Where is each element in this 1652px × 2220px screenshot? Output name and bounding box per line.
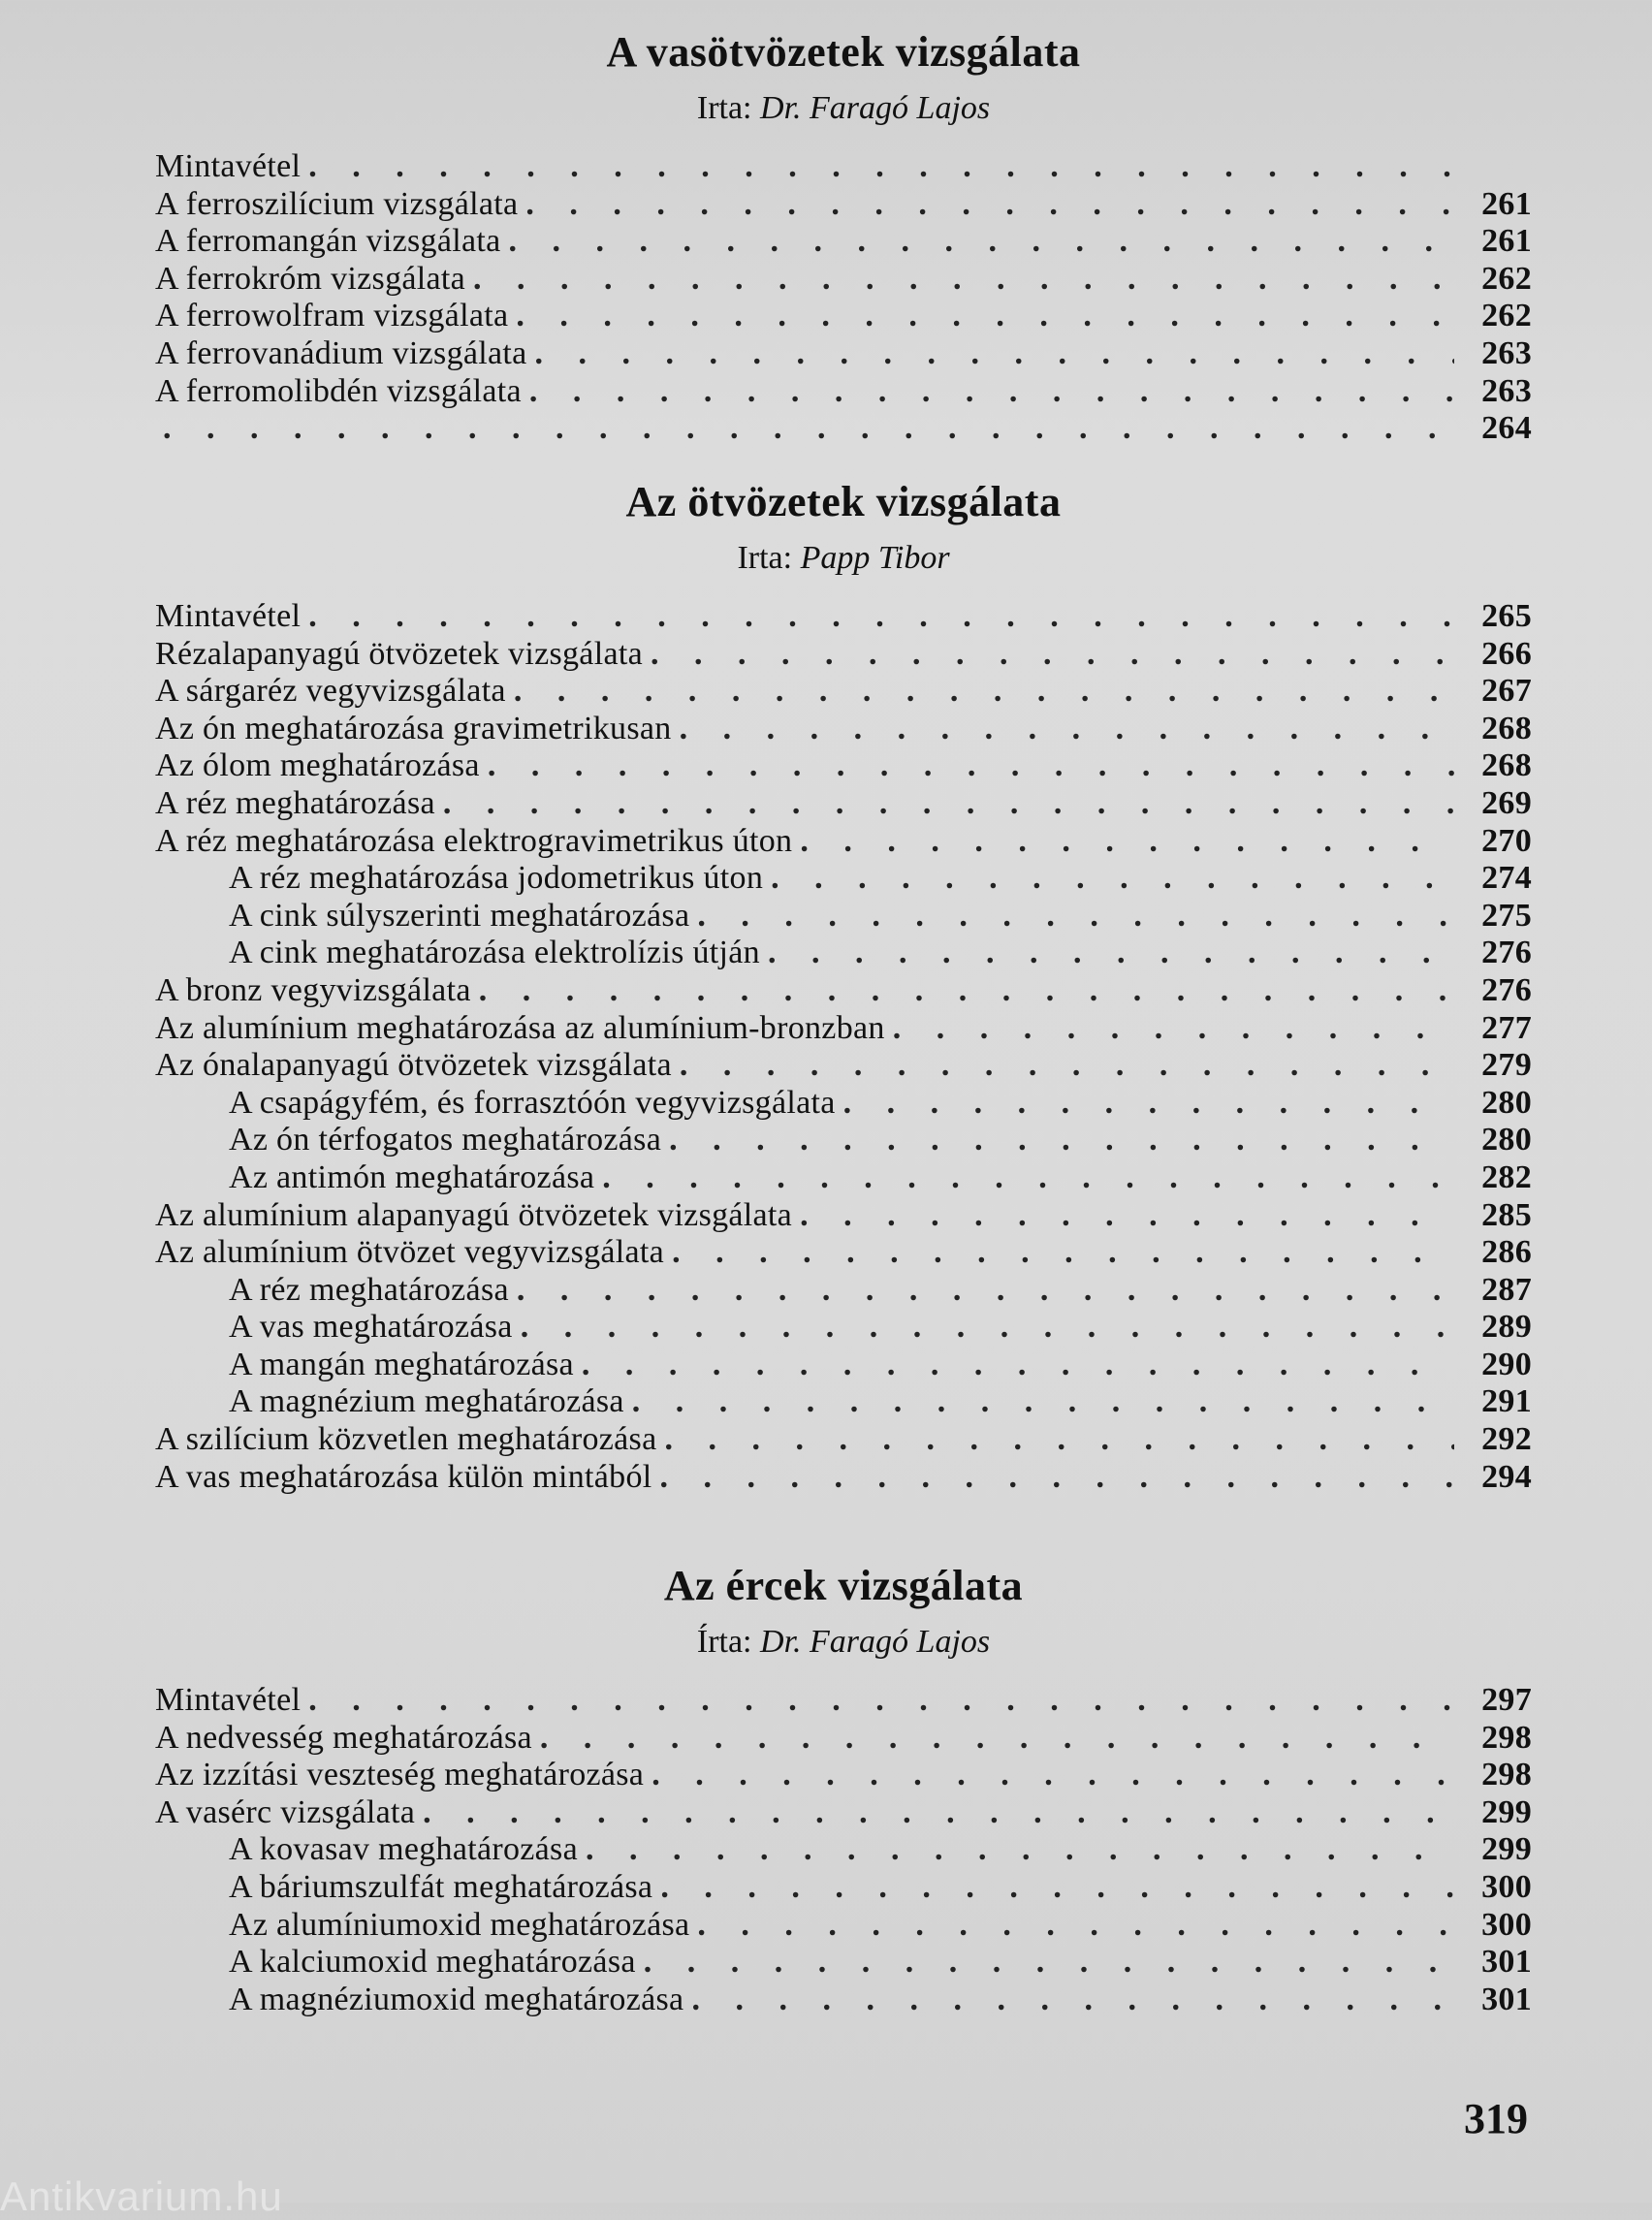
toc-entry-page: 300 — [1481, 1868, 1532, 1905]
author-name: Papp Tibor — [800, 540, 950, 576]
dot-leader — [509, 223, 1455, 261]
toc-entry — [155, 186, 1532, 224]
toc-entry — [155, 1383, 1532, 1421]
toc-entry — [155, 148, 1532, 186]
toc-entry-label: Az ón térfogatos meghatározása — [229, 1122, 662, 1158]
toc-entry-page: 275 — [1481, 897, 1532, 934]
toc-entry-page: 263 — [1481, 372, 1532, 409]
dot-leader — [660, 1459, 1454, 1497]
toc-entry — [155, 1794, 1532, 1832]
toc-entry — [155, 1047, 1532, 1085]
toc-entry-page: 279 — [1481, 1047, 1532, 1084]
dot-leader — [800, 1197, 1454, 1235]
dot-leader — [535, 335, 1454, 373]
toc-entry-label: A magnéziumoxid meghatározása — [229, 1981, 684, 2017]
toc-entry-page: 294 — [1481, 1458, 1532, 1495]
toc-entry-page: 286 — [1481, 1234, 1532, 1271]
toc-entry-page: 280 — [1481, 1122, 1532, 1158]
toc-entry-label: A magnézium meghatározása — [229, 1383, 624, 1420]
toc-entry-label: Az alumíniumoxid meghatározása — [229, 1906, 690, 1943]
toc-entry-label: A csapágyfém, és forrasztóón vegyvizsgálata — [229, 1084, 836, 1121]
toc-entry-label: A réz meghatározása elektrogravimetrikus úton — [155, 822, 793, 859]
dot-leader — [525, 186, 1454, 224]
toc-entry-label: A kovasav meghatározása — [229, 1831, 578, 1868]
toc-entry-page: 300 — [1481, 1906, 1532, 1943]
dot-leader — [697, 1907, 1454, 1945]
toc-entry-label: A vas meghatározása külön mintából — [155, 1458, 652, 1495]
toc-entry-page: 285 — [1481, 1196, 1532, 1233]
toc-entry-page: 298 — [1481, 1757, 1532, 1793]
toc-section-alloys — [155, 477, 1532, 1496]
toc-entry — [155, 823, 1532, 861]
dot-leader — [651, 636, 1454, 674]
author-prefix: Irta: — [737, 540, 793, 576]
toc-entry — [155, 711, 1532, 748]
toc-entry-page: 261 — [1481, 185, 1532, 222]
toc-entry-page: 277 — [1481, 1009, 1532, 1046]
toc-entry-page: 263 — [1481, 334, 1532, 371]
dot-leader — [488, 747, 1454, 785]
dot-leader — [529, 373, 1454, 411]
toc-entry — [155, 1757, 1532, 1794]
toc-entry-page: 268 — [1481, 710, 1532, 746]
toc-entry-label: Mintavétel — [155, 1682, 302, 1718]
toc-entry — [155, 1234, 1532, 1272]
toc-section-ores — [155, 1561, 1532, 2018]
toc-entry-page: 269 — [1481, 784, 1532, 821]
dot-leader — [651, 1757, 1454, 1794]
dot-leader — [516, 298, 1454, 335]
toc-entries — [155, 1682, 1532, 2018]
toc-entry — [155, 1010, 1532, 1048]
toc-entry — [155, 1720, 1532, 1758]
toc-entry-label: A szilícium közvetlen meghatározása — [155, 1421, 657, 1458]
toc-entries — [155, 598, 1532, 1496]
toc-entry — [155, 223, 1532, 261]
toc-entry-page: 270 — [1481, 822, 1532, 859]
toc-entry-page: 282 — [1481, 1158, 1532, 1195]
toc-entry-page: 265 — [1481, 598, 1532, 634]
toc-entry-page: 280 — [1481, 1084, 1532, 1121]
toc-entry-label: A báriumszulfát meghatározása — [229, 1868, 653, 1905]
toc-entry — [155, 673, 1532, 711]
toc-entry — [155, 1944, 1532, 1982]
dot-leader — [473, 261, 1454, 299]
toc-entry — [155, 335, 1532, 373]
toc-entry — [155, 373, 1532, 411]
toc-entry — [155, 1085, 1532, 1123]
dot-leader — [517, 1272, 1454, 1310]
toc-entry — [155, 972, 1532, 1010]
author-name: Dr. Faragó Lajos — [760, 90, 991, 126]
toc-entry — [155, 1982, 1532, 2019]
toc-entry — [155, 410, 1532, 448]
toc-entry-label: A mangán meghatározása — [229, 1346, 574, 1382]
dot-leader — [680, 1047, 1454, 1085]
toc-entry-label: A ferroszilícium vizsgálata — [155, 185, 519, 222]
watermark: Antikvarium.hu — [0, 2173, 283, 2219]
toc-entry-label: A ferromangán vizsgálata — [155, 223, 501, 260]
toc-entry — [155, 935, 1532, 972]
section-author — [155, 1624, 1532, 1661]
toc-entry — [155, 747, 1532, 785]
author-name: Dr. Faragó Lajos — [760, 1624, 991, 1660]
toc-entry — [155, 1869, 1532, 1907]
toc-entry — [155, 1272, 1532, 1310]
toc-entry — [155, 1459, 1532, 1497]
toc-entry-page: 267 — [1481, 673, 1532, 710]
toc-entry-label: Az ónalapanyagú ötvözetek vizsgálata — [155, 1047, 672, 1084]
dot-leader — [308, 598, 1454, 636]
toc-entry-label: Az alumínium alapanyagú ötvözetek vizsgálata — [155, 1196, 793, 1233]
section-author — [155, 90, 1532, 127]
toc-entry-page: 262 — [1481, 298, 1532, 334]
toc-entry-page: 299 — [1481, 1831, 1532, 1868]
dot-leader — [843, 1085, 1454, 1123]
dot-leader — [582, 1347, 1454, 1384]
toc-entry-label: Az ón meghatározása gravimetrikusan — [155, 710, 672, 746]
toc-entry-label: A vasérc vizsgálata — [155, 1793, 416, 1830]
toc-entry — [155, 598, 1532, 636]
section-title: Az ércek vizsgálata — [663, 1562, 1024, 1609]
toc-entry-page: 298 — [1481, 1719, 1532, 1756]
toc-entry-label: Mintavétel — [155, 598, 302, 634]
toc-entry — [155, 785, 1532, 823]
dot-leader — [586, 1831, 1454, 1869]
toc-entry-label: A réz meghatározása — [155, 784, 435, 821]
toc-entry-label: Az alumínium meghatározása az alumínium-bronzban — [155, 1009, 885, 1046]
toc-entry-page: 297 — [1481, 1682, 1532, 1718]
dot-leader — [308, 1682, 1454, 1720]
page-number: 319 — [1464, 2095, 1528, 2142]
toc-entry-page: 274 — [1481, 860, 1532, 897]
dot-leader — [479, 972, 1454, 1010]
dot-leader — [660, 1869, 1454, 1907]
dot-leader — [423, 1794, 1454, 1832]
dot-leader — [521, 1309, 1454, 1347]
dot-leader — [540, 1720, 1454, 1758]
dot-leader — [163, 410, 1454, 448]
dot-leader — [672, 1234, 1454, 1272]
dot-leader — [893, 1010, 1454, 1048]
toc-entry-page: 262 — [1481, 260, 1532, 297]
toc-entry-label: Az antimón meghatározása — [229, 1158, 595, 1195]
toc-entry — [155, 1159, 1532, 1197]
toc-entry-label: Rézalapanyagú ötvözetek vizsgálata — [155, 635, 643, 672]
toc-entry-page: 301 — [1481, 1944, 1532, 1981]
toc-entry-label: A bronz vegyvizsgálata — [155, 971, 471, 1008]
dot-leader — [664, 1421, 1454, 1459]
toc-entry-page: 276 — [1481, 971, 1532, 1008]
dot-leader — [669, 1122, 1454, 1159]
toc-entry — [155, 1682, 1532, 1720]
toc-entries — [155, 148, 1532, 448]
toc-entry-page: 291 — [1481, 1383, 1532, 1420]
toc-entry — [155, 261, 1532, 299]
toc-entry — [155, 860, 1532, 898]
toc-entry-page: 266 — [1481, 635, 1532, 672]
toc-entry-label: A ferrokróm vizsgálata — [155, 260, 466, 297]
toc-entry-label: A réz meghatározása jodometrikus úton — [229, 860, 764, 897]
dot-leader — [632, 1383, 1454, 1421]
toc-entry-page: 289 — [1481, 1309, 1532, 1346]
section-title: Az ötvözetek vizsgálata — [625, 478, 1062, 525]
dot-leader — [768, 935, 1454, 972]
toc-entry-page: 290 — [1481, 1346, 1532, 1382]
dot-leader — [680, 711, 1454, 748]
toc-entry-label: Mintavétel — [155, 148, 302, 184]
toc-entry-label: A ferrovanádium vizsgálata — [155, 334, 527, 371]
dot-leader — [800, 823, 1454, 861]
dot-leader — [514, 673, 1454, 711]
toc-entry-label: A cink meghatározása elektrolízis útján — [229, 935, 760, 971]
toc-entry — [155, 298, 1532, 335]
section-title: A vasötvözetek vizsgálata — [606, 28, 1081, 76]
toc-entry-page: 287 — [1481, 1271, 1532, 1308]
section-author — [155, 540, 1532, 577]
dot-leader — [697, 898, 1454, 936]
toc-entry-page: 261 — [1481, 223, 1532, 260]
toc-entry — [155, 1197, 1532, 1235]
toc-entry-page: 299 — [1481, 1793, 1532, 1830]
toc-entry-page: 301 — [1481, 1981, 1532, 2017]
toc-entry — [155, 1907, 1532, 1945]
toc-entry — [155, 1122, 1532, 1159]
toc-entry-label: A sárgaréz vegyvizsgálata — [155, 673, 506, 710]
toc-entry-label: A nedvesség meghatározása — [155, 1719, 532, 1756]
toc-entry-label: A cink súlyszerinti meghatározása — [229, 897, 690, 934]
author-prefix: Irta: — [696, 90, 752, 126]
dot-leader — [602, 1159, 1454, 1197]
dot-leader — [644, 1944, 1454, 1982]
toc-entry-label: A ferromolibdén vizsgálata — [155, 372, 522, 409]
toc-entry-label: Az alumínium ötvözet vegyvizsgálata — [155, 1234, 665, 1271]
toc-entry-page: 276 — [1481, 935, 1532, 971]
toc-entry-label: Az izzítási veszteség meghatározása — [155, 1757, 645, 1793]
toc-entry-label: A kalciumoxid meghatározása — [229, 1944, 636, 1981]
author-prefix: Írta: — [696, 1624, 752, 1660]
toc-entry-page: 264 — [1481, 410, 1532, 447]
dot-leader — [771, 860, 1454, 898]
toc-section-iron-alloys — [155, 27, 1532, 448]
toc-entry — [155, 1309, 1532, 1347]
toc-entry-label: A réz meghatározása — [229, 1271, 509, 1308]
toc-entry — [155, 898, 1532, 936]
dot-leader — [443, 785, 1454, 823]
toc-entry — [155, 1421, 1532, 1459]
toc-entry — [155, 1831, 1532, 1869]
toc-entry-label: Az ólom meghatározása — [155, 747, 480, 784]
toc-entry-label: A vas meghatározása — [229, 1309, 513, 1346]
toc-entry-label: A ferrowolfram vizsgálata — [155, 298, 509, 334]
toc-entry — [155, 1347, 1532, 1384]
toc-entry-page: 292 — [1481, 1421, 1532, 1458]
dot-leader — [308, 148, 1454, 186]
toc-entry-page: 268 — [1481, 747, 1532, 784]
toc-entry — [155, 636, 1532, 674]
dot-leader — [691, 1982, 1454, 2019]
